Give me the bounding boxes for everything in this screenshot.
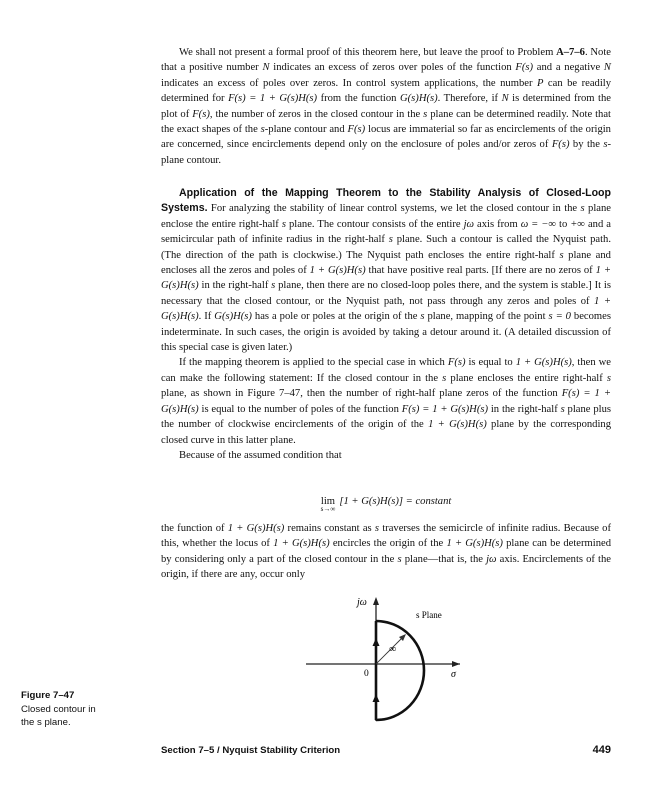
application-section [161, 186, 611, 463]
limit-operator: lim s→∞ [320, 496, 336, 513]
limit-equation [161, 496, 611, 513]
after-text: the function of 1 + G(s)H(s) remains constant as s traverses the semicircle of infinite radius. Because of this, whether the locus of 1 + G(s)H(s) encircles the origin of the 1 + G(s)H(s) plane can be determined by considering only a part of the closed contour in the s plane—that is, the jω axis. Encirclements of the origin, if there are any, occur only [161, 523, 611, 581]
figure-7-47 [300, 593, 480, 733]
contour-semicircle [376, 621, 424, 720]
after-equation-paragraph [161, 521, 611, 583]
s-plane-label: s Plane [416, 610, 442, 620]
section-heading: Application of the Mapping Theorem to the Stability Analysis of Closed-Loop Systems. [161, 187, 611, 215]
figure-label: Figure 7–47 [21, 690, 75, 701]
sigma-arrowhead [452, 661, 460, 667]
sigma-label: σ [451, 669, 456, 680]
contour-diagram [300, 593, 480, 733]
infinity-label: ∞ [389, 644, 397, 655]
contour-arrow-mid [373, 694, 380, 702]
caption-line-1: Closed contour in [21, 703, 96, 715]
application-paragraph-2: If the mapping theorem is applied to the special case in which F(s) is equal to 1 + G(s)H(s), then we can make the following statement: If the closed contour in the s plane encloses the entire right-half s plane, as shown in Figure 7–47, then the number of right-half plane zeros of the function F(s) = 1 + G(s)H(s) is equal to the number of poles of the function F(s) = 1 + G(s)H(s) in the right-half s plane plus the number of clockwise encirclements of the origin of the 1 + G(s)H(s) plane by the corresponding closed curve in this latter plane. [161, 357, 611, 446]
caption-line-2: the s plane. [21, 717, 71, 728]
jw-label: jω [357, 597, 367, 608]
equation-body: [1 + G(s)H(s)] = constant [339, 496, 452, 507]
intro-text: We shall not present a formal proof of this theorem here, but leave the proof to Problem A–7–6. Note that a positive number N indicates an excess of zeros over poles of the function F(s) and a negative N indicates an excess of poles over zeros. In control system applications, the number P can be readily determined for F(s) = 1 + G(s)H(s) from the function G(s)H(s). Therefore, if N is determined from the plot of F(s), the number of zeros in the closed contour in the s plane can be determined readily. Note that the exact shapes of the s-plane contour and F(s) locus are immaterial so far as encirclements of the origin are concerned, since encirclements depend only on the enclosure of poles and/or zeros of F(s) by the s-plane contour. [161, 47, 612, 166]
intro-paragraph [161, 45, 611, 168]
limit-subscript: s→∞ [320, 505, 336, 513]
page-number: 449 [592, 744, 611, 756]
jw-arrowhead [373, 597, 379, 605]
page-footer [161, 745, 611, 756]
application-paragraph-1: Application of the Mapping Theorem to the Stability Analysis of Closed-Loop Systems. For analyzing the stability of linear control systems, we let the closed contour in the s plane enclose the entire right-half s plane. The contour consists of the entire jω axis from ω = −∞ to +∞ and a semicircular path of infinite radius in the right-half s plane. Such a contour is called the Nyquist path. (The direction of the path is clockwise.) The Nyquist path encloses the entire right-half s plane and encloses all the zeros and poles of 1 + G(s)H(s) that have positive real parts. [If there are no zeros of 1 + G(s)H(s) in the right-half s plane, then there are no closed-loop poles there, and the system is stable.] It is necessary that the closed contour, or the Nyquist path, not pass through any zeros and poles of 1 + G(s)H(s). If G(s)H(s) has a pole or poles at the origin of the s plane, mapping of the point s = 0 becomes indeterminate. In such cases, the origin is avoided by taking a detour around it. (A detailed discussion of this special case is given later.) [161, 187, 611, 354]
footer-section: Section 7–5 / Nyquist Stability Criterion [161, 745, 341, 756]
application-paragraph-3: Because of the assumed condition that [179, 449, 342, 461]
contour-arrow-up [373, 638, 380, 646]
figure-caption [21, 689, 96, 730]
origin-label: 0 [364, 669, 369, 679]
